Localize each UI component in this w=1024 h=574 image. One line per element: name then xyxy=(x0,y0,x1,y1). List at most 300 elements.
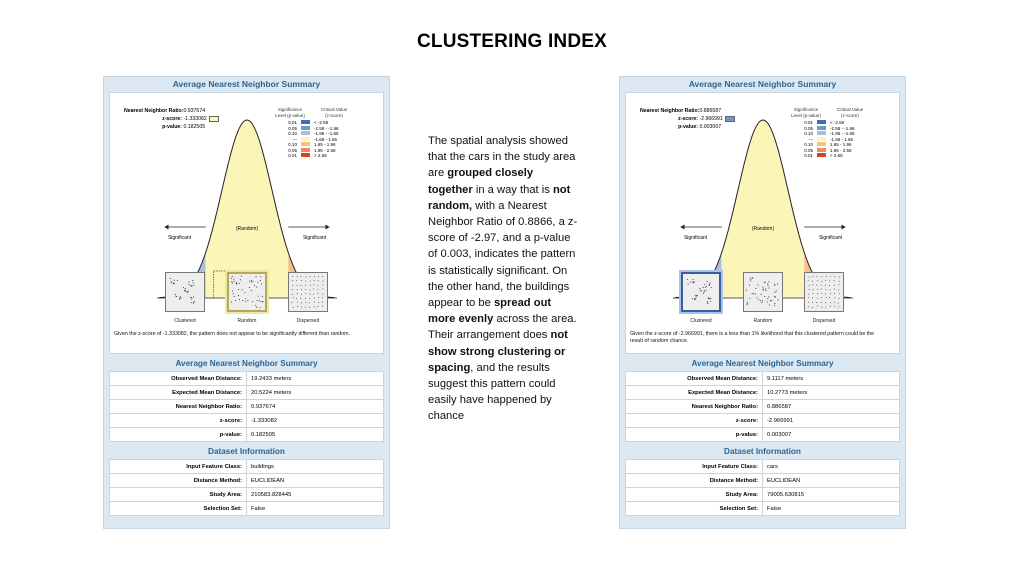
legend-row xyxy=(273,153,341,159)
legend-z: 1.65 - 1.96 xyxy=(830,142,852,147)
pattern-dot xyxy=(301,307,302,308)
row-value: 9.1117 meters xyxy=(763,372,900,386)
pattern-dot xyxy=(821,302,822,303)
pattern-dot xyxy=(292,280,293,281)
pattern-dot xyxy=(774,305,775,306)
pattern-dot xyxy=(821,288,822,289)
z-score-swatch xyxy=(725,116,735,122)
pattern-dot xyxy=(314,284,315,285)
pattern-dot xyxy=(171,281,172,282)
pattern-dot xyxy=(709,285,710,286)
pattern-dot xyxy=(310,294,311,295)
z-score-value: -2.966991 xyxy=(699,116,723,122)
pattern-dot xyxy=(709,298,710,299)
pattern-dot xyxy=(313,294,314,295)
pattern-dot xyxy=(829,297,830,298)
pattern-dot xyxy=(317,289,318,290)
pattern-dot xyxy=(821,276,822,277)
pattern-dot xyxy=(260,280,261,281)
pattern-dot xyxy=(709,283,710,284)
pattern-dot xyxy=(704,290,705,291)
table-row xyxy=(110,386,384,400)
pattern-dot xyxy=(692,279,693,280)
legend-swatch xyxy=(817,126,826,130)
pattern-dot xyxy=(821,281,822,282)
pattern-dot xyxy=(705,287,706,288)
pattern-dot xyxy=(770,300,771,301)
legend-swatch xyxy=(817,153,826,157)
stats-readout xyxy=(640,107,735,131)
p-value-value: 0.182505 xyxy=(183,124,206,130)
pattern-dot xyxy=(305,289,306,290)
row-key: Observed Mean Distance: xyxy=(626,372,763,386)
pattern-dot xyxy=(260,301,261,302)
pattern-dot xyxy=(774,285,775,286)
pattern-dot xyxy=(821,293,822,294)
pattern-dot xyxy=(830,276,831,277)
pattern-dot xyxy=(750,279,751,280)
pattern-dot xyxy=(175,294,176,295)
nn-ratio-value: 0.937674 xyxy=(183,108,206,114)
pattern-dot xyxy=(812,289,813,290)
legend-swatch xyxy=(301,137,310,141)
pattern-dot xyxy=(750,278,751,279)
right-arrowhead xyxy=(842,225,846,230)
significant-right-label: Significant xyxy=(302,235,327,241)
pattern-dot xyxy=(808,297,809,298)
table-row xyxy=(110,428,384,442)
pattern-dot xyxy=(296,298,297,299)
legend-z: -2.58 - -1.96 xyxy=(830,125,855,131)
pattern-dot xyxy=(812,297,813,298)
pattern-dot xyxy=(762,300,763,301)
pattern-dot xyxy=(761,294,762,295)
pattern-dot xyxy=(764,282,765,283)
summary-table-title: Average Nearest Neighbor Summary xyxy=(691,359,834,368)
pattern-dot xyxy=(193,297,194,298)
pattern-dot xyxy=(180,298,181,299)
pattern-dot xyxy=(236,283,237,284)
row-key: Nearest Neighbor Ratio: xyxy=(626,400,763,414)
row-key: Study Area: xyxy=(110,488,247,502)
pattern-dot xyxy=(825,289,826,290)
pattern-dot xyxy=(238,289,239,290)
pattern-dot xyxy=(245,298,246,299)
legend-swatch xyxy=(301,126,310,130)
row-key: Nearest Neighbor Ratio: xyxy=(110,400,247,414)
pattern-dot xyxy=(188,281,189,282)
pattern-dot xyxy=(834,293,835,294)
pattern-dot xyxy=(292,289,293,290)
pattern-dot xyxy=(251,290,252,291)
legend-p: 0.01 xyxy=(804,153,813,158)
pattern-dots xyxy=(289,273,325,309)
legend-swatch xyxy=(301,142,310,146)
pattern-dot xyxy=(812,307,813,308)
row-value: 0.182505 xyxy=(247,428,384,442)
pattern-dot xyxy=(256,307,257,308)
pattern-dot xyxy=(301,285,302,286)
pattern-dot xyxy=(808,280,809,281)
pattern-dot xyxy=(251,280,252,281)
row-key: Expected Mean Distance: xyxy=(110,386,247,400)
pattern-dot xyxy=(242,289,243,290)
table-row xyxy=(626,372,900,386)
row-key: Input Feature Class: xyxy=(626,460,763,474)
legend-swatch xyxy=(817,142,826,146)
summary-table xyxy=(109,371,384,442)
pattern-dot xyxy=(747,304,748,305)
row-value: 0.937674 xyxy=(247,400,384,414)
pattern-dot xyxy=(749,285,750,286)
random-label: Random xyxy=(753,318,773,324)
pattern-dot xyxy=(231,301,232,302)
pattern-dot xyxy=(774,292,775,293)
pattern-dot xyxy=(838,290,839,291)
pattern-dot xyxy=(757,297,758,298)
pattern-dot xyxy=(711,287,712,288)
pattern-dot xyxy=(239,299,240,300)
p-value-value: 0.003007 xyxy=(699,124,722,130)
pattern-dot xyxy=(699,288,700,289)
pattern-dot xyxy=(777,299,778,300)
emphasis-text: spread out more evenly xyxy=(428,297,552,326)
pattern-dot xyxy=(752,293,753,294)
chart-panel xyxy=(625,92,900,354)
row-value: 0.886587 xyxy=(763,400,900,414)
pattern-dot xyxy=(296,280,297,281)
pattern-dot xyxy=(305,298,306,299)
pattern-dot xyxy=(262,296,263,297)
pattern-dot xyxy=(839,298,840,299)
chart-panel xyxy=(109,92,384,354)
pattern-dot xyxy=(252,301,253,302)
legend-p: 0.01 xyxy=(288,153,297,158)
pattern-dot xyxy=(292,276,293,277)
pattern-dot xyxy=(305,281,306,282)
pattern-dot xyxy=(314,276,315,277)
row-key: Selection Set: xyxy=(626,502,763,516)
pattern-dot xyxy=(821,297,822,298)
pattern-dot xyxy=(694,298,695,299)
pattern-dot xyxy=(692,298,693,299)
pattern-dot xyxy=(233,279,234,280)
pattern-dot xyxy=(310,276,311,277)
pattern-dot xyxy=(193,285,194,286)
legend-swatch xyxy=(817,120,826,124)
legend-p: 0.05 xyxy=(804,147,813,153)
pattern-dot xyxy=(322,302,323,303)
pattern-dot xyxy=(233,293,234,294)
z-score-label: z-score: xyxy=(162,116,182,122)
pattern-dot xyxy=(755,288,756,289)
report-buildings xyxy=(103,76,390,529)
pattern-dot xyxy=(322,289,323,290)
pattern-dot xyxy=(826,297,827,298)
pattern-dot xyxy=(242,300,243,301)
legend-p: 0.05 xyxy=(288,125,297,131)
legend-p: 0.10 xyxy=(804,131,813,136)
nn-ratio-label: Nearest Neighbor Ratio: xyxy=(640,108,700,114)
emphasis-text: not show strong clustering or spacing xyxy=(428,329,568,374)
pattern-dot xyxy=(192,280,193,281)
table-row xyxy=(626,488,900,502)
dataset-table xyxy=(109,459,384,516)
pattern-dot xyxy=(318,276,319,277)
pattern-dot xyxy=(232,282,233,283)
dataset-table xyxy=(625,459,900,516)
pattern-dot xyxy=(834,285,835,286)
pattern-dot xyxy=(704,284,705,285)
pattern-dot xyxy=(249,281,250,282)
pattern-dot xyxy=(816,285,817,286)
row-key: Distance Method: xyxy=(626,474,763,488)
pattern-dot xyxy=(309,302,310,303)
slide-title: CLUSTERING INDEX xyxy=(416,31,608,52)
pattern-dot xyxy=(322,276,323,277)
pattern-dot xyxy=(233,281,234,282)
right-arrowhead xyxy=(326,225,330,230)
dispersed-label: Dispersed xyxy=(812,318,836,324)
text-segment: across the area. Their arrangement does xyxy=(428,313,577,342)
row-key: Selection Set: xyxy=(110,502,247,516)
pattern-dot xyxy=(322,294,323,295)
text-segment: , and the results suggest this pattern could easily have happened by chance xyxy=(428,361,556,423)
pattern-dot xyxy=(761,302,762,303)
pattern-dot xyxy=(774,303,775,304)
row-value: -2.966991 xyxy=(763,414,900,428)
pattern-dot xyxy=(297,301,298,302)
p-value-label: p-value: xyxy=(162,124,182,130)
table-row xyxy=(626,414,900,428)
summary-table-title: Average Nearest Neighbor Summary xyxy=(175,359,318,368)
pattern-dot xyxy=(838,302,839,303)
pattern-dot xyxy=(301,302,302,303)
pattern-dot xyxy=(255,305,256,306)
pattern-dot xyxy=(317,285,318,286)
pattern-dot xyxy=(238,295,239,296)
pattern-dot xyxy=(690,282,691,283)
row-key: p-value: xyxy=(110,428,247,442)
pattern-dot xyxy=(313,288,314,289)
pattern-dot xyxy=(687,279,688,280)
p-value-label: p-value: xyxy=(678,124,698,130)
clustered-pattern-thumbnail xyxy=(681,272,721,312)
legend-z: 1.65 - 1.96 xyxy=(314,142,336,147)
pattern-dot xyxy=(318,297,319,298)
table-row xyxy=(110,474,384,488)
z-score-label: z-score: xyxy=(678,116,698,122)
legend-p: --- xyxy=(808,136,813,142)
clustered-pattern-thumbnail xyxy=(165,272,205,312)
pattern-dot xyxy=(297,293,298,294)
pattern-dot xyxy=(701,290,702,291)
clustered-label: Clustered xyxy=(690,318,712,324)
report-cars xyxy=(619,76,906,529)
pattern-dot xyxy=(193,303,194,304)
pattern-dot xyxy=(817,306,818,307)
row-value: 0.003007 xyxy=(763,428,900,442)
pattern-dot xyxy=(185,288,186,289)
legend-z: -1.65 - 1.65 xyxy=(314,136,338,142)
left-arrowhead xyxy=(681,225,685,230)
legend-z: 1.96 - 2.58 xyxy=(314,147,336,153)
pattern-dot xyxy=(251,282,252,283)
pattern-dot xyxy=(808,277,809,278)
pattern-dot xyxy=(767,301,768,302)
pattern-dot xyxy=(240,279,241,280)
pattern-dot xyxy=(309,298,310,299)
pattern-dot xyxy=(767,285,768,286)
row-value: 210583.828445 xyxy=(247,488,384,502)
pattern-dot xyxy=(188,284,189,285)
pattern-dot xyxy=(235,300,236,301)
row-key: Study Area: xyxy=(626,488,763,502)
row-value: EUCLIDEAN xyxy=(247,474,384,488)
random-pattern-thumbnail xyxy=(743,272,783,312)
pattern-dot xyxy=(313,301,314,302)
table-row xyxy=(110,460,384,474)
significant-left-label: Significant xyxy=(683,235,708,241)
pattern-dot xyxy=(694,299,695,300)
pattern-dot xyxy=(317,293,318,294)
pattern-dot xyxy=(232,290,233,291)
pattern-dot xyxy=(812,302,813,303)
pattern-dot xyxy=(322,297,323,298)
pattern-dot xyxy=(839,281,840,282)
pattern-dot xyxy=(179,299,180,300)
pattern-dot xyxy=(239,283,240,284)
pattern-dot xyxy=(180,297,181,298)
pattern-dot xyxy=(305,302,306,303)
dataset-table-title: Dataset Information xyxy=(208,447,285,456)
table-row xyxy=(110,372,384,386)
pattern-dot xyxy=(830,290,831,291)
explanation-text xyxy=(428,133,580,425)
pattern-dot xyxy=(829,281,830,282)
pattern-dot xyxy=(816,276,817,277)
pattern-dot xyxy=(755,294,756,295)
pattern-dot xyxy=(838,284,839,285)
pattern-dot xyxy=(767,298,768,299)
significance-legend xyxy=(273,107,349,159)
pattern-dot xyxy=(703,293,704,294)
pattern-dot xyxy=(692,281,693,282)
pattern-dot xyxy=(825,280,826,281)
legend-p: 0.10 xyxy=(804,142,813,147)
pattern-dot xyxy=(829,285,830,286)
pattern-dot xyxy=(184,290,185,291)
pattern-dot xyxy=(322,306,323,307)
row-value: buildings xyxy=(247,460,384,474)
pattern-dot xyxy=(825,285,826,286)
pattern-dot xyxy=(710,298,711,299)
pattern-dot xyxy=(812,281,813,282)
significant-left-label: Significant xyxy=(167,235,192,241)
emphasis-text: grouped closely together xyxy=(428,167,534,196)
pattern-dot xyxy=(834,289,835,290)
pattern-dot xyxy=(817,293,818,294)
pattern-dot xyxy=(765,290,766,291)
pattern-dot xyxy=(817,280,818,281)
random-label: Random xyxy=(237,318,257,324)
pattern-dot xyxy=(260,276,261,277)
legend-p: 0.01 xyxy=(288,120,297,125)
pattern-dot xyxy=(817,298,818,299)
table-row xyxy=(110,502,384,516)
pattern-dot xyxy=(830,293,831,294)
pattern-dot xyxy=(764,296,765,297)
table-row xyxy=(110,400,384,414)
pattern-dot xyxy=(704,291,705,292)
emphasis-text: not random, xyxy=(428,183,571,212)
pattern-dot xyxy=(292,285,293,286)
pattern-dots xyxy=(805,273,841,309)
pattern-dot xyxy=(185,291,186,292)
legend-swatch xyxy=(301,153,310,157)
pattern-dot xyxy=(808,302,809,303)
pattern-dot xyxy=(769,281,770,282)
row-value: False xyxy=(247,502,384,516)
pattern-dot xyxy=(177,280,178,281)
pattern-dot xyxy=(752,277,753,278)
pattern-dot xyxy=(259,300,260,301)
pattern-dot xyxy=(262,301,263,302)
random-label: (Random) xyxy=(235,226,259,232)
pattern-dot xyxy=(768,296,769,297)
pattern-dot xyxy=(293,307,294,308)
legend-z: -2.58 - -1.96 xyxy=(314,125,339,131)
summary-table xyxy=(625,371,900,442)
pattern-dot xyxy=(191,302,192,303)
pattern-dot xyxy=(808,294,809,295)
legend-swatch xyxy=(817,137,826,141)
row-value: EUCLIDEAN xyxy=(763,474,900,488)
pattern-dot xyxy=(708,298,709,299)
pattern-dot xyxy=(753,293,754,294)
pattern-dot xyxy=(830,306,831,307)
pattern-dot xyxy=(256,300,257,301)
legend-z: < -2.58 xyxy=(314,120,329,125)
pattern-dot xyxy=(768,287,769,288)
row-key: z-score: xyxy=(110,414,247,428)
table-row xyxy=(626,460,900,474)
table-row xyxy=(626,400,900,414)
pattern-dot xyxy=(183,287,184,288)
row-value: 79005.630815 xyxy=(763,488,900,502)
pattern-dots xyxy=(683,274,719,310)
dispersed-label: Dispersed xyxy=(296,318,320,324)
row-value: 10.2773 meters xyxy=(763,386,900,400)
pattern-dot xyxy=(300,276,301,277)
pattern-dot xyxy=(776,291,777,292)
pattern-dot xyxy=(834,302,835,303)
pattern-dot xyxy=(707,281,708,282)
nn-ratio-value: 0.886587 xyxy=(699,108,722,114)
pattern-dot xyxy=(750,280,751,281)
pattern-dot xyxy=(769,304,770,305)
pattern-dot xyxy=(252,281,253,282)
pattern-dot xyxy=(258,296,259,297)
pattern-dot xyxy=(244,292,245,293)
row-key: z-score: xyxy=(626,414,763,428)
pattern-dot xyxy=(234,296,235,297)
pattern-dot xyxy=(292,294,293,295)
pattern-dot xyxy=(322,284,323,285)
legend-p: 0.01 xyxy=(804,120,813,125)
row-key: p-value: xyxy=(626,428,763,442)
pattern-dot xyxy=(305,277,306,278)
